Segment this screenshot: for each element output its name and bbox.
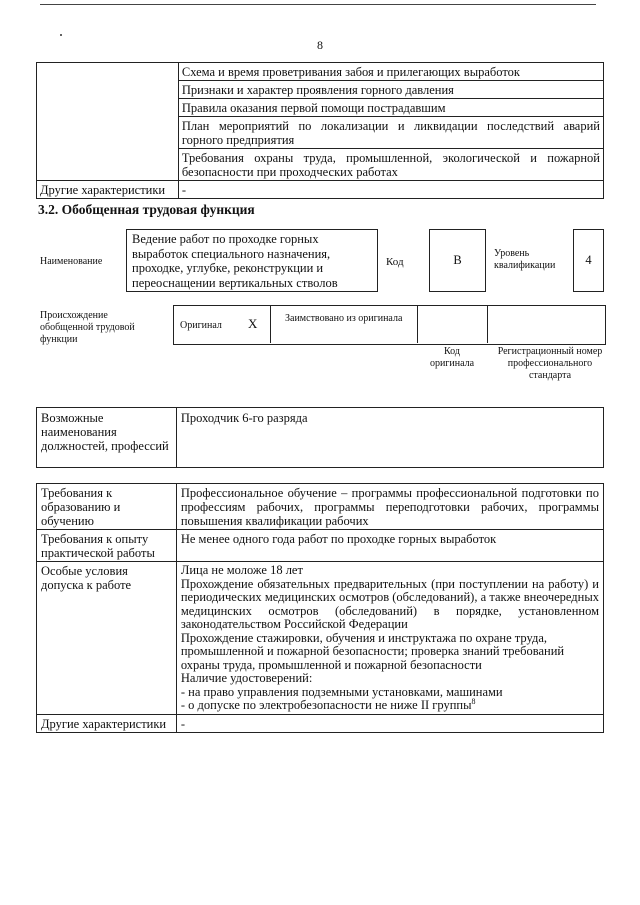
education-value: Профессиональное обучение – программы профессиональной подготовки по профессиям рабочих, программы переподготовки рабочих, программы повышения квалификации рабочих xyxy=(176,484,603,530)
original-code-caption: Код оригинала xyxy=(429,346,475,369)
knowledge-row: Правила оказания первой помощи пострадавшим xyxy=(178,99,603,117)
condition-line: Прохождение обязательных предварительных (при поступлении на работу) и периодических медицинских осмотров (обследований), а также внеочередных медицинских осмотров (обследований) в порядке, установленном законодательством Российской Федерации xyxy=(180,576,599,631)
positions-value: Проходчик 6-го разряда xyxy=(176,408,603,468)
other-characteristics-label: Другие характеристики xyxy=(37,181,179,199)
footnote-mark: 8 xyxy=(471,696,476,706)
qualification-level-box: 4 xyxy=(573,229,604,292)
knowledge-row: Признаки и характер проявления горного давления xyxy=(178,81,603,99)
condition-line: Наличие удостоверений: xyxy=(180,671,313,685)
origin-divider xyxy=(417,305,419,343)
registration-number-caption: Регистрационный номер профессионального стандарта xyxy=(497,346,603,381)
positions-label: Возможные наименования должностей, профессий xyxy=(37,408,177,468)
experience-value: Не менее одного года работ по проходке горных выработок xyxy=(176,530,603,562)
origin-divider xyxy=(487,305,489,343)
conditions-label: Особые условия допуска к работе xyxy=(37,562,177,715)
origin-box xyxy=(173,305,606,345)
origin-label: Происхождение обобщенной трудовой функции xyxy=(40,310,135,345)
scan-speck xyxy=(60,34,62,36)
condition-line: - о допуске по электробезопасности не ниже II группы xyxy=(180,698,472,712)
knowledge-row: План мероприятий по локализации и ликвидации последствий аварий горного предприятия xyxy=(178,117,603,149)
code-value-box: B xyxy=(429,229,486,292)
requirements-table xyxy=(36,483,604,733)
knowledge-row: Схема и время проветривания забоя и прилегающих выработок xyxy=(178,63,603,81)
conditions-value xyxy=(176,562,603,715)
merged-label-cell xyxy=(37,63,179,181)
condition-line-with-footnote xyxy=(180,696,599,713)
code-label: Код xyxy=(386,256,404,268)
positions-table xyxy=(36,407,604,468)
knowledge-row: Требования охраны труда, промышленной, экологической и пожарной безопасности при проходческих работах xyxy=(178,149,603,181)
other-characteristics-value: - xyxy=(176,714,603,732)
original-label: Оригинал xyxy=(180,320,222,331)
experience-label: Требования к опыту практической работы xyxy=(37,530,177,562)
original-mark: X xyxy=(248,316,258,331)
origin-divider xyxy=(270,305,272,343)
condition-line: Лица не моложе 18 лет xyxy=(180,563,303,577)
page-number: 8 xyxy=(317,38,323,52)
borrowed-label: Заимствовано из оригинала xyxy=(285,313,403,324)
education-label: Требования к образованию и обучению xyxy=(37,484,177,530)
qualification-level-label: Уровень квалификации xyxy=(494,248,556,271)
condition-line: - на право управления подземными установками, машинами xyxy=(180,684,503,699)
previous-function-table xyxy=(36,62,604,199)
function-name-box: Ведение работ по проходке горных выработок специального назначения, проходке, углубке, реконструкции и переоснащении вертикальных стволов xyxy=(126,229,378,292)
other-characteristics-value: - xyxy=(178,181,603,199)
section-title: 3.2. Обобщенная трудовая функция xyxy=(38,202,255,217)
name-label: Наименование xyxy=(40,256,103,267)
other-characteristics-label: Другие характеристики xyxy=(37,714,177,732)
condition-line: Прохождение стажировки, обучения и инструктажа по охране труда, промышленной и пожарной безопасности; проверка знаний требований охраны труда, промышленной и пожарной безопасности xyxy=(180,630,565,672)
page-top-rule xyxy=(40,4,596,5)
